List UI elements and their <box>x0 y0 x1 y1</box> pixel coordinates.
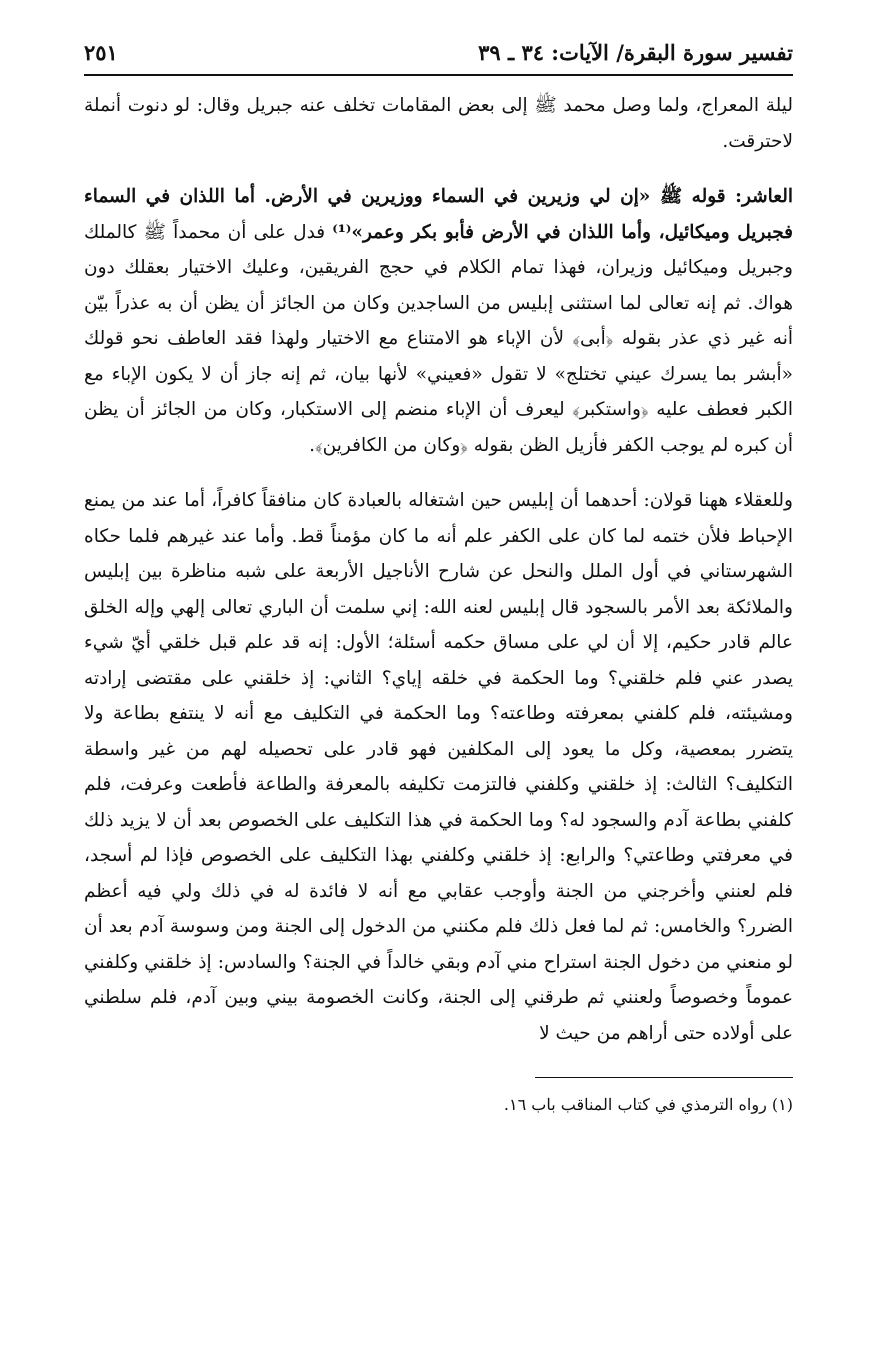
paragraph-1 <box>84 88 793 159</box>
footnote-1: (١) رواه الترمذي في كتاب المناقب باب ١٦. <box>503 1095 793 1114</box>
paragraph-2 <box>84 179 793 463</box>
paragraph-3 <box>84 483 793 1051</box>
paragraph-1-text: ليلة المعراج، ولما وصل محمد ﷺ إلى بعض المقامات تخلف عنه جبريل وقال: لو دنوت أنملة لاحترقت. <box>84 95 793 152</box>
paragraph-3-text: وللعقلاء ههنا قولان: أحدهما أن إبليس حين اشتغاله بالعبادة كان منافقاً كافراً، أما عند من يمنع الإحباط فلأن ختمه لما كان على الكفر علم أنه ما كان مؤمناً قط. وأما عند غيرهم فلما حكاه الشهرستاني في أول الملل والنحل عن شارح الأناجيل الأربعة على شبه مناظرة بين إبليس والملائكة بعد الأمر بالسجود قال إبليس لعنه الله: إني سلمت أن الباري تعالى إلهي وإله الخلق عالم قادر حكيم، إلا أن لي على مساق حكمه أسئلة؛ الأول: إنه قد علم قبل خلقي أيّ شيء يصدر عني فلم خلقني؟ وما الحكمة في خلقه إياي؟ الثاني: إذ خلقني على مقتضى إرادته ومشيئته، فلم كلفني بمعرفته وطاعته؟ وما الحكمة في التكليف مع أنه لا ينتفع بطاعة ولا يتضرر بمعصية، وكل ما يعود إلى المكلفين فهو قادر على تحصيله لهم من غير واسطة التكليف؟ الثالث: إذ خلقني وكلفني فالتزمت تكليفه بالمعرفة والطاعة فأطعت وعرفت، فلم كلفني بطاعة آدم والسجود له؟ وما الحكمة في هذا التكليف على الخصوص بعد أن لا يزيد ذلك في معرفتي وطاعتي؟ والرابع: إذ خلقني وكلفني بهذا التكليف على الخصوص فإذا لم أسجد، فلم لعنني وأخرجني من الجنة وأوجب عقابي مع أنه لا فائدة له في ذلك ولي فيه أعظم الضرر؟ والخامس: ثم لما فعل ذلك فلم مكنني من الدخول إلى الجنة ومن وسوسة آدم بعد أن لو منعني من دخول الجنة استراح مني آدم وبقي خالداً في الجنة؟ والسادس: إذ خلقني وكلفني عموماً وخصوصاً ولعنني ثم طرقني إلى الجنة، وكانت الخصومة بيني وبين آدم، فلم سلطني على أولاده حتى أراهم من حيث لا <box>84 490 793 1044</box>
page-number: ٢٥١ <box>84 40 118 65</box>
footnote-divider <box>535 1077 793 1078</box>
header-divider <box>84 74 793 76</box>
running-title: تفسير سورة البقرة/ الآيات: ٣٤ ـ ٣٩ <box>478 40 793 65</box>
paragraph-2-lead: العاشر: قوله ﷺ «إن لي وزيرين في السماء ووزيرين في الأرض. أما اللذان في السماء فجبريل وميكائيل، وأما اللذان في الأرض فأبو بكر وعمر»⁽¹⁾ <box>84 186 794 243</box>
page-header <box>84 40 793 74</box>
paragraph-2-text: فدل على أن محمداً ﷺ كالملك وجبريل وميكائيل وزيران، فهذا تمام الكلام في حجج الفريقين، وعليك الاختيار بعقلك دون هواك. ثم إنه تعالى لما استثنى إبليس من الساجدين وكان من الجائز أن يظن أن به عذراً بيّن أنه غير ذي عذر بقوله ﴿أبى﴾ لأن الإباء هو الامتناع مع الاختيار ولهذا فقد العاطف نحو قولك «أبشر بما يسرك عيني تختلج» لا تقول «فعيني» لأنها بيان، ثم إنه جاز أن لا يكون الإباء مع الكبر فعطف عليه ﴿واستكبر﴾ ليعرف أن الإباء منضم إلى الاستكبار، وكان من الجائز أن يظن أن كبره لم يوجب الكفر فأزيل الظن بقوله ﴿وكان من الكافرين﴾. <box>84 221 793 456</box>
